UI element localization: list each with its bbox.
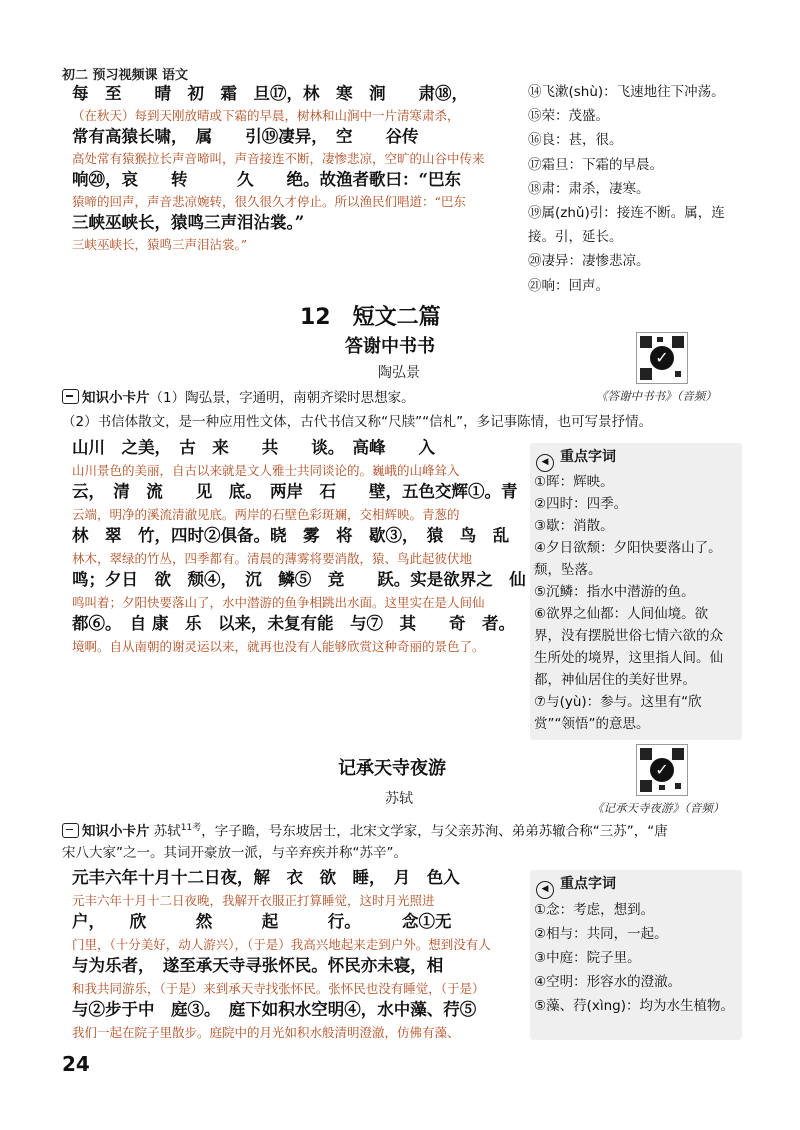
original-line: 三峡巫峡长，猿鸣三声泪沾裳。” xyxy=(72,213,305,232)
essay1-author: 陶弘景 xyxy=(378,365,420,381)
translation-line: 境啊。自从南朝的谢灵运以来，就再也没有人能够欣赏这种奇丽的景色了。 xyxy=(72,639,485,654)
translation-line: 鸣叫着；夕阳快要落山了，水中潜游的鱼争相跳出水面。这里实在是人间仙 xyxy=(72,595,485,610)
essay2-title: 记承天寺夜游 xyxy=(338,758,446,779)
original-line: 山川 之美， 古 来 共 谈。 高峰 入 xyxy=(72,438,435,457)
translation-line: 元丰六年十月十二日夜晚，我解开衣服正打算睡觉，这时月光照进 xyxy=(72,893,435,908)
note-item: ㉑响：回声。 xyxy=(528,277,609,294)
note-item: 接。引，延长。 xyxy=(528,229,623,246)
essay2-author: 苏轼 xyxy=(385,791,413,807)
original-line: 与②步于中 庭③。 庭下如积水空明④，水中藻、荇⑤ xyxy=(72,1000,477,1019)
essay2-card-line2: 宋八大家”之一。其词开豪放一派，与辛弃疾并称“苏辛”。 xyxy=(62,845,407,861)
translation-line: 和我共同游乐，（于是）来到承天寺找张怀民。张怀民也没有睡觉，（于是） xyxy=(72,981,485,996)
card-label: 知识小卡片 xyxy=(82,390,150,406)
note-item: ②相与：共同，一起。 xyxy=(534,926,668,942)
original-line: 元丰六年十月十二日夜，解 衣 欲 睡， 月 色入 xyxy=(72,868,460,887)
original-line: 户， 欣 然 起 行。 念①无 xyxy=(72,912,452,931)
card-icon xyxy=(62,823,79,838)
note-item: ④空明：形容水的澄澈。 xyxy=(534,974,682,990)
note-item: 生所处的境界，这里指人间。仙 xyxy=(534,650,723,666)
note-item: ⑤沉鳞：指水中潜游的鱼。 xyxy=(534,584,695,600)
essay2-qr-caption: 《记承天寺夜游》（音频） xyxy=(592,801,725,815)
passage-continuation xyxy=(72,84,522,256)
note-item: ⑱肃：肃杀，凄寒。 xyxy=(528,180,650,197)
translation-line: 山川景色的美丽，自古以来就是文人雅士共同谈论的。巍峨的山峰耸入 xyxy=(72,463,460,478)
note-item: ③歇：消散。 xyxy=(534,518,614,534)
translation-line: 云端，明净的溪流清澈见底。两岸的石壁色彩斑斓，交相辉映。青葱的 xyxy=(72,507,460,522)
translation-line: 我们一起在院子里散步。庭院中的月光如积水般清明澄澈，仿佛有藻、 xyxy=(72,1025,460,1040)
essay2-qr-code[interactable] xyxy=(636,744,688,796)
original-line: 鸣；夕日 欲 颓④， 沉 鳞⑤ 竞 跃。实是欲界之 仙 xyxy=(72,570,526,589)
sound-icon: ◀ xyxy=(536,454,554,472)
translation-line: 高处常有猿猴拉长声音啼叫，声音接连不断，凄惨悲凉，空旷的山谷中传来 xyxy=(72,151,485,166)
passage1-notes xyxy=(528,82,756,300)
note-item: ⑮荣：茂盛。 xyxy=(528,108,609,125)
note-item: ①念：考虑，想到。 xyxy=(534,902,655,918)
checkmark-icon: ✓ xyxy=(650,758,674,782)
essay1-knowledge-card xyxy=(62,388,415,408)
essay1-qr-caption: 《答谢中书书》（音频） xyxy=(596,389,717,403)
keywords-header: ◀ 重点字词 xyxy=(530,870,742,898)
note-item: 颓，坠落。 xyxy=(534,562,602,578)
card-line: ，字子瞻，号东坡居士，北宋文学家，与父亲苏洵、弟弟苏辙合称“三苏”，“唐 xyxy=(201,823,668,840)
essay2-body xyxy=(72,868,527,1044)
original-line: 响⑳，哀 转 久 绝。故渔者歌曰：“巴东 xyxy=(72,170,461,189)
card-name: 苏轼 xyxy=(153,823,181,840)
essay2-knowledge-card xyxy=(62,818,668,842)
original-line: 常有高猿长啸， 属 引⑲凄异， 空 谷传 xyxy=(72,127,419,146)
note-item: ⑤藻、荇(xìng)：均为水生植物。 xyxy=(534,998,735,1014)
note-item: ⑰霜旦：下霜的早晨。 xyxy=(528,156,663,173)
original-line: 林 翠 竹，四时②俱备。晓 雾 将 歇③， 猿 鸟 乱 xyxy=(72,526,510,545)
original-line: 都⑥。 自 康 乐 以来，未复有能 与⑦ 其 奇 者。 xyxy=(72,614,515,633)
note-item: 界，没有摆脱世俗七情六欲的众 xyxy=(534,628,723,644)
translation-line: 林木，翠绿的竹丛，四季都有。清晨的薄雾将要消散，猿、鸟此起彼伏地 xyxy=(72,551,473,566)
essay2-keywords-box xyxy=(530,870,742,1040)
original-line: 每 至 晴 初 霜 旦⑰，林 寒 涧 肃⑱， xyxy=(72,84,468,103)
note-item: ⑳凄异：凄惨悲凉。 xyxy=(528,253,650,270)
essay1-title: 答谢中书书 xyxy=(345,336,435,357)
note-item: ⑦与(yù)：参与。这里有“欣 xyxy=(534,694,702,710)
exam-count: 11考 xyxy=(180,823,202,833)
note-item: ①晖：辉映。 xyxy=(534,474,614,490)
translation-line: 猿啼的回声，声音悲凉婉转，很久很久才停止。所以渔民们唱道：“巴东 xyxy=(72,194,466,209)
essay1-qr-code[interactable] xyxy=(636,332,688,384)
note-item: ②四时：四季。 xyxy=(534,496,628,512)
keywords-header: ◀ 重点字词 xyxy=(530,443,742,471)
note-item: ⑭飞漱(shù)：飞速地往下冲荡。 xyxy=(528,84,725,100)
checkmark-icon: ✓ xyxy=(650,346,674,370)
note-item: ⑲属(zhǔ)引：接连不断。属，连 xyxy=(528,204,725,221)
card-icon xyxy=(62,389,79,404)
note-item: ⑥欲界之仙都：人间仙境。欲 xyxy=(534,606,709,622)
note-item: ④夕日欲颓：夕阳快要落山了。 xyxy=(534,540,722,556)
page-number: 24 xyxy=(62,1052,90,1076)
translation-line: （在秋天）每到天刚放晴或下霜的早晨，树林和山涧中一片清寒肃杀， xyxy=(72,108,460,123)
note-item: ③中庭：院子里。 xyxy=(534,950,641,966)
original-line: 云， 清 流 见 底。 两岸 石 壁，五色交辉①。青 xyxy=(72,482,518,501)
essay1-card-line2: （2）书信体散文，是一种应用性文体，古代书信又称“尺牍”“信札”，多记事陈情，也可写景抒情。 xyxy=(62,414,653,430)
card-label: 知识小卡片 xyxy=(82,823,150,840)
essay1-body xyxy=(72,438,527,658)
sound-icon: ◀ xyxy=(536,881,554,899)
original-line: 与为乐者， 遂至承天寺寻张怀民。怀民亦未寝，相 xyxy=(72,956,444,975)
note-item: 赏”“领悟”的意思。 xyxy=(534,716,650,732)
card-line: （1）陶弘景，字通明，南朝齐梁时思想家。 xyxy=(149,390,415,406)
translation-line: 门里，（十分美好，动人游兴），（于是）我高兴地起来走到户外。想到没有人 xyxy=(72,937,491,952)
translation-line: 三峡巫峡长，猿鸣三声泪沾裳。” xyxy=(72,237,248,252)
running-head: 初二 预习视频课 语文 xyxy=(62,68,189,83)
note-item: 都，神仙居住的美好世界。 xyxy=(534,672,696,688)
note-item: ⑯良：甚，很。 xyxy=(528,132,623,149)
essay1-keywords-box xyxy=(530,443,742,740)
section-title: 12 短文二篇 xyxy=(300,305,441,330)
